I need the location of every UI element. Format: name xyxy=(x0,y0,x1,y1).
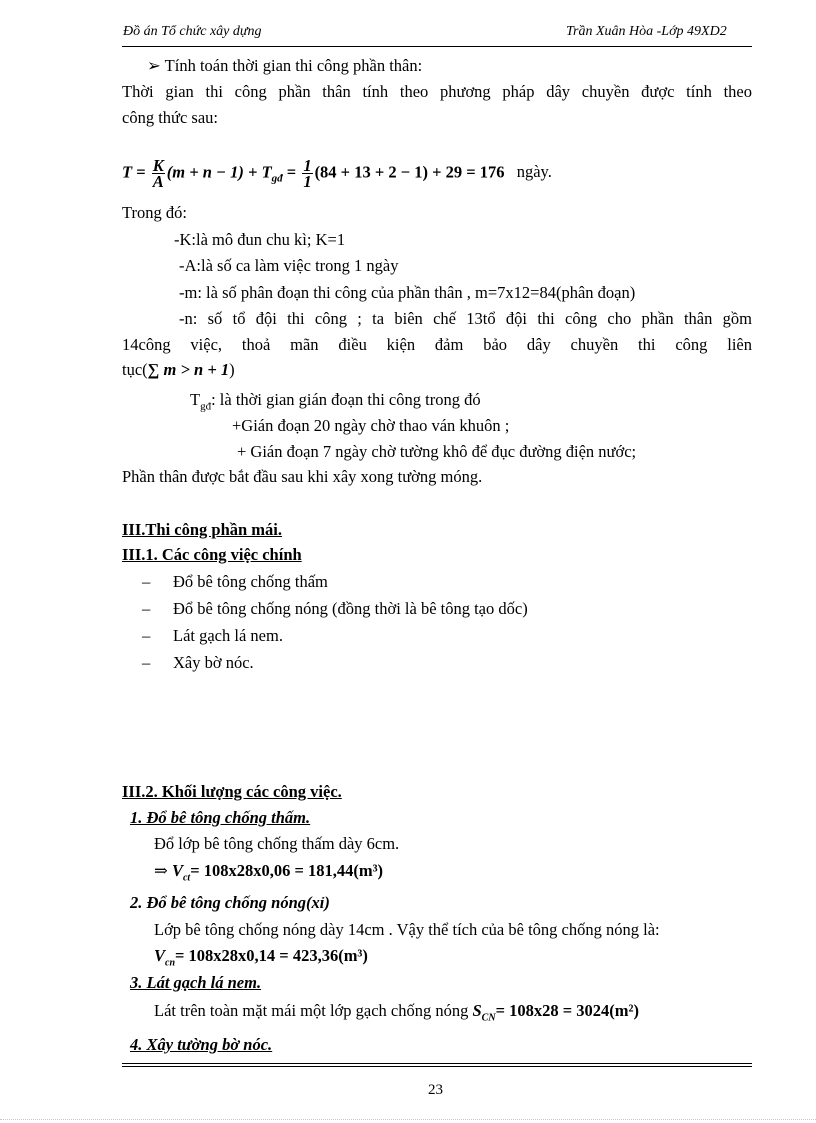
task-item-1: Đổ bê tông chống thấm xyxy=(173,572,328,591)
item-2-formula: $V_{cn}= 108x28x0,14 = 423,36(m^3)$ xyxy=(154,946,368,969)
tgd-definition: $T_{gđ}$: là thời gian gián đoạn thi công trong đó xyxy=(190,390,481,413)
tgd-item-1: +Gián đoạn 20 ngày chờ thao ván khuôn ; xyxy=(232,416,510,435)
subsection-quantities: III.2. Khối lượng các công việc. xyxy=(122,782,342,801)
task-dash-4: – xyxy=(142,653,151,672)
closing-sentence: Phần thân được bắt đầu sau khi xây xong tường móng. xyxy=(122,467,483,486)
item-4-title: 4. Xây tường bờ nóc. xyxy=(130,1035,273,1054)
sum-condition: ∑ m > n + 1 xyxy=(147,360,230,379)
formula-eq-2: = xyxy=(286,162,297,182)
item-3-title: 3. Lát gạch lá nem. xyxy=(130,973,262,992)
def-n-line-2: 14công việc, thoả mãn điều kiện đảm bảo dây chuyền thi công liên xyxy=(122,335,752,354)
formula-rest: (84 + 13 + 2 − 1) + 29 = 176 xyxy=(314,162,505,182)
task-item-4: Xây bờ nóc. xyxy=(173,653,254,672)
task-dash-1: – xyxy=(142,572,151,591)
item-1-title: 1. Đổ bê tông chống thấm. xyxy=(130,808,311,827)
page-number: 23 xyxy=(428,1082,443,1098)
trong-do-label: Trong đó: xyxy=(122,203,187,222)
def-m: -m: là số phân đoạn thi công của phần thân , m=7x12=84(phân đoạn) xyxy=(179,283,636,302)
formula-time xyxy=(122,158,552,189)
formula-unit: ngày. xyxy=(516,162,552,182)
intro-line-1: Thời gian thi công phần thân tính theo phương pháp dây chuyền được tính theo xyxy=(122,82,752,101)
item-2-title: 2. Đổ bê tông chống nóng(xỉ) xyxy=(130,893,330,912)
task-dash-2: – xyxy=(142,599,151,618)
task-item-3: Lát gạch lá nem. xyxy=(173,626,283,645)
footer-rule-1 xyxy=(122,1063,752,1064)
task-dash-3: – xyxy=(142,626,151,645)
item-3-desc-line: Lát trên toàn mặt mái một lớp gạch chống nóng $S_{CN}= 108x28 = 3024(m^2)$ xyxy=(154,1001,639,1024)
item-1-formula: ⇒ $V_{ct}= 108x28x0,06 = 181,44(m^3)$ xyxy=(154,861,384,884)
footer-rule-2 xyxy=(122,1066,752,1067)
def-n-line-1: -n: số tổ đội thi công ; ta biên chế 13tổ đội thi công cho phần thân gồm xyxy=(179,309,752,328)
def-K: -K:là mô đun chu kì; K=1 xyxy=(174,230,346,249)
section-title-roof: III.Thi công phần mái. xyxy=(122,520,283,539)
bullet-arrow-icon: ➢ xyxy=(147,56,161,75)
implies-arrow-icon: ⇒ xyxy=(154,861,168,880)
header-rule xyxy=(122,46,752,47)
subsection-main-tasks: III.1. Các công việc chính xyxy=(122,545,302,564)
fraction-one-over-one: $\frac{1}{1}$ xyxy=(303,156,312,191)
tgd-item-2: + Gián đoạn 7 ngày chờ tường khô để đục đường điện nước; xyxy=(237,442,637,461)
intro-line-2: công thức sau: xyxy=(122,108,219,127)
formula-gd-sub: gđ xyxy=(271,172,283,185)
task-item-2: Đổ bê tông chống nóng (đồng thời là bê tông tạo dốc) xyxy=(173,599,528,618)
header-left: Đồ án Tổ chức xây dựng xyxy=(123,24,262,39)
formula-T: T xyxy=(122,162,133,182)
def-n-line-3: tục(∑ m > n + 1) xyxy=(122,360,235,379)
bullet-title: Tính toán thời gian thi công phần thân: xyxy=(164,56,423,75)
item-2-desc: Lớp bê tông chống nóng dày 14cm . Vậy thể tích của bê tông chống nóng là: xyxy=(154,920,660,939)
header-right: Trần Xuân Hòa -Lớp 49XD2 xyxy=(566,24,727,39)
formula-eq: = xyxy=(136,162,146,182)
item-1-desc: Đổ lớp bê tông chống thấm dày 6cm. xyxy=(154,834,400,853)
formula-paren: (m + n − 1) + T xyxy=(166,162,272,182)
def-A: -A:là số ca làm việc trong 1 ngày xyxy=(179,256,399,275)
fraction-K-over-A: $\frac{K}{A}$ xyxy=(152,156,164,191)
page-edge-dots xyxy=(0,1119,816,1120)
bullet-heading xyxy=(147,56,422,76)
